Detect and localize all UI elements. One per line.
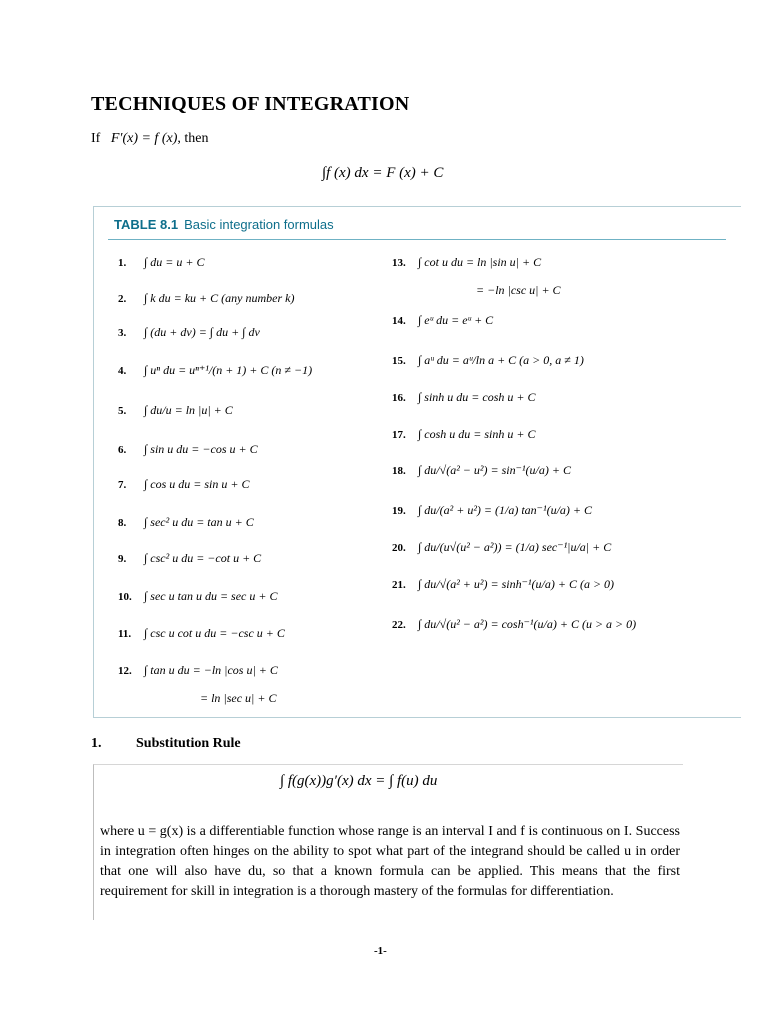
formula-expression: ∫ du/√(a² + u²) = sinh⁻¹(u/a) + C (a > 0): [418, 577, 615, 591]
formula-row: [118, 551, 261, 566]
formula-row: [392, 577, 614, 592]
formula-expression: ∫ csc u cot u du = −csc u + C: [144, 626, 285, 640]
formula-expression: ∫ cos u du = sin u + C: [144, 477, 250, 491]
section-title: Substitution Rule: [136, 736, 241, 751]
section-number: 1.: [91, 736, 102, 751]
formula-row: [392, 390, 536, 405]
formula-expression: ∫ du/(a² + u²) = (1/a) tan⁻¹(u/a) + C: [418, 503, 593, 517]
formula-expression: ∫ sinh u du = cosh u + C: [418, 390, 536, 404]
table-caption: Basic integration formulas: [184, 217, 334, 232]
table-header: [114, 217, 334, 233]
section-heading: [91, 736, 241, 752]
formula-expression: ∫ csc² u du = −cot u + C: [144, 551, 262, 565]
page-number: -1-: [374, 945, 387, 957]
formula-expression: ∫ sin u du = −cos u + C: [144, 442, 258, 456]
formula-row: [118, 403, 233, 418]
formula-continuation: = ln |sec u| + C: [200, 691, 277, 705]
substitution-rule-box: [93, 764, 683, 920]
formula-number: 9.: [118, 553, 127, 565]
table-label: TABLE 8.1: [114, 217, 179, 232]
formula-number: 5.: [118, 405, 127, 417]
formula-number: 4.: [118, 365, 127, 377]
formula-row: [118, 477, 250, 492]
formula-number: 18.: [392, 465, 406, 477]
formula-expression: ∫ sec u tan u du = sec u + C: [144, 589, 278, 603]
formula-row: [392, 503, 592, 518]
formula-row: [118, 589, 277, 604]
formula-expression: ∫ aᵘ du = aᵘ/ln a + C (a > 0, a ≠ 1): [418, 353, 584, 367]
substitution-formula-expr: ∫ f(g(x))g′(x) dx = ∫ f(u) du: [280, 773, 438, 789]
formula-number: 17.: [392, 429, 406, 441]
formula-number: 12.: [118, 665, 132, 677]
formula-row: [392, 427, 536, 442]
formula-row: [118, 515, 254, 530]
integration-table: [93, 206, 741, 718]
formula-number: 13.: [392, 257, 406, 269]
formula-row: [392, 313, 493, 328]
intro-then: , then: [177, 131, 209, 146]
substitution-formula: [280, 773, 437, 790]
formula-number: 1.: [118, 257, 127, 269]
formula-expression: ∫ cot u du = ln |sin u| + C: [418, 255, 542, 269]
formula-number: 20.: [392, 542, 406, 554]
formula-row: [118, 363, 312, 378]
table-header-rule: [108, 239, 726, 240]
formula-row: [118, 626, 285, 641]
formula-row: [392, 255, 541, 270]
formula-expression: ∫ du = u + C: [144, 255, 205, 269]
formula-number: 7.: [118, 479, 127, 491]
formula-expression: ∫ du/√(u² − a²) = cosh⁻¹(u/a) + C (u > a > 0): [418, 617, 637, 631]
intro-condition: F′(x) = f (x): [110, 131, 178, 146]
main-integral-expr: ∫f (x) dx = F (x) + C: [322, 165, 444, 181]
formula-number: 10.: [118, 591, 132, 603]
formula-number: 6.: [118, 444, 127, 456]
page-title: TECHNIQUES OF INTEGRATION: [91, 93, 410, 115]
formula-number: 19.: [392, 505, 406, 517]
formula-continuation: = −ln |csc u| + C: [476, 283, 561, 297]
formula-number: 8.: [118, 517, 127, 529]
formula-expression: ∫ (du + dv) = ∫ du + ∫ dv: [144, 325, 260, 339]
formula-row: [392, 353, 584, 368]
formula-row: [118, 325, 260, 340]
formula-expression: ∫ du/u = ln |u| + C: [144, 403, 233, 417]
formula-row: [392, 617, 636, 632]
formula-row: [392, 463, 571, 478]
substitution-text: where u = g(x) is a differentiable function whose range is an interval I and f is continuous on I. Success in integration often hinges on the ability to spot what part of the integrand should be called u in order that one will also have du, so that a known formula can be applied. This means that the first requirement for skill in integration is a thorough mastery of the formulas for differentiation.: [100, 824, 680, 899]
formula-row: [118, 291, 294, 306]
formula-row: [118, 663, 278, 678]
formula-expression: ∫ k du = ku + C (any number k): [144, 291, 295, 305]
formula-number: 2.: [118, 293, 127, 305]
formula-expression: ∫ du/(u√(u² − a²)) = (1/a) sec⁻¹|u/a| + C: [418, 540, 612, 554]
formula-row: [392, 540, 611, 555]
formula-expression: ∫ uⁿ du = uⁿ⁺¹/(n + 1) + C (n ≠ −1): [144, 363, 313, 377]
formula-number: 3.: [118, 327, 127, 339]
formula-expression: ∫ cosh u du = sinh u + C: [418, 427, 536, 441]
intro-if: If: [91, 131, 101, 146]
intro-line: [91, 131, 208, 147]
formula-expression: ∫ sec² u du = tan u + C: [144, 515, 254, 529]
formula-number: 16.: [392, 392, 406, 404]
formula-number: 22.: [392, 619, 406, 631]
formula-expression: ∫ eᵘ du = eᵘ + C: [418, 313, 494, 327]
formula-row: [118, 255, 205, 270]
formula-number: 21.: [392, 579, 406, 591]
formula-number: 11.: [118, 628, 132, 640]
formula-expression: ∫ du/√(a² − u²) = sin⁻¹(u/a) + C: [418, 463, 571, 477]
formula-number: 15.: [392, 355, 406, 367]
formula-expression: ∫ tan u du = −ln |cos u| + C: [144, 663, 278, 677]
main-integral: [322, 165, 443, 182]
formula-row: [118, 442, 258, 457]
formula-number: 14.: [392, 315, 406, 327]
